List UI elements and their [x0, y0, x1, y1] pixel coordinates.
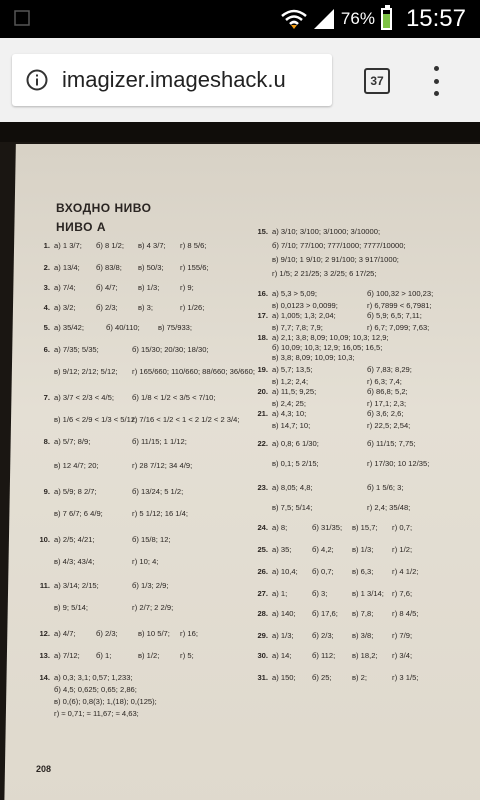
answer-cell: а) 1/3; [272, 631, 294, 640]
answer-cell: в) 9; 5/14; [54, 603, 89, 612]
answer-cell: б) 4,2; [312, 545, 334, 554]
answer-row [28, 304, 222, 312]
answer-cell: а) 35/42; [54, 323, 84, 332]
answer-row [28, 558, 210, 566]
answer-row [246, 632, 432, 640]
answer-cell: б) 1 5/6; 3; [367, 483, 404, 492]
answer-row [28, 652, 222, 660]
answer-row [28, 698, 234, 706]
answer-cell: г) 4 1/2; [392, 567, 419, 576]
exercise-number: 30. [257, 651, 268, 660]
answer-cell: а) 5/9; 8 2/7; [54, 487, 97, 496]
answer-row [246, 324, 462, 332]
answer-row [28, 510, 210, 518]
answer-cell: б) 15/8; 12; [132, 535, 171, 544]
exercise-number: 26. [257, 567, 268, 576]
menu-dot-icon [434, 79, 439, 84]
answer-row [246, 440, 462, 448]
answer-cell: в) 75/933; [158, 323, 193, 332]
answer-cell: в) 1/3; [352, 545, 374, 554]
answer-cell: в) 1/2; [138, 651, 160, 660]
page-subheading: НИВО А [56, 220, 106, 234]
answer-cell: б) 83/8; [96, 263, 122, 272]
answer-cell: а) 5,7; 13,5; [272, 365, 313, 374]
answer-cell: б) 1/3; 2/9; [132, 581, 169, 590]
answer-cell: в) 9/12; 2/12; 5/12; [54, 367, 118, 376]
answer-cell: в) 50/3; [138, 263, 164, 272]
answer-cell: а) 2/5; 4/21; [54, 535, 95, 544]
tab-switcher-button[interactable]: 37 [364, 68, 390, 94]
answer-cell: в) 3/8; [352, 631, 374, 640]
answer-row [246, 460, 462, 468]
answer-cell: а) 4,3; 10; [272, 409, 307, 418]
browser-toolbar [0, 38, 480, 122]
answer-cell: г) 8 4/5; [392, 609, 419, 618]
answer-cell: б) 8 1/2; [96, 241, 124, 250]
answer-cell: а) 13/4; [54, 263, 80, 272]
exercise-number: 22. [257, 439, 268, 448]
answer-cell: а) 1; [272, 589, 288, 598]
answer-row [28, 367, 255, 376]
exercise-number: 7. [43, 393, 50, 402]
exercise-number: 21. [257, 409, 268, 418]
answer-cell: в) 1 3/14; [352, 589, 384, 598]
exercise-number: 29. [257, 631, 268, 640]
answer-row [246, 334, 452, 342]
answer-cell: г) 7,6; [392, 589, 413, 598]
answer-cell: а) 140; [272, 609, 296, 618]
answer-cell: а) 150; [272, 673, 296, 682]
exercise-number: 4. [43, 303, 50, 312]
exercise-number: 16. [257, 289, 268, 298]
exercise-number: 12. [39, 629, 50, 638]
answer-row [246, 354, 452, 362]
clock: 15:57 [405, 5, 466, 32]
answer-row [28, 438, 210, 446]
answer-cell: г) 3/4; [392, 651, 413, 660]
exercise-number: 13. [39, 651, 50, 660]
menu-dot-icon [434, 66, 439, 71]
answer-cell: б) 1; [96, 651, 112, 660]
answer-row [28, 582, 210, 590]
exercise-number: 25. [257, 545, 268, 554]
answer-cell: в) 7,8; [352, 609, 374, 618]
overflow-menu-button[interactable] [430, 66, 442, 96]
answer-cell: в) 1/3; [138, 283, 160, 292]
answer-row [246, 590, 432, 598]
answer-cell: в) 1,2; 2,4; [272, 377, 309, 386]
answer-cell: а) 7/4; [54, 283, 76, 292]
answer-cell: а) 8; [272, 523, 288, 532]
answer-cell: в) 3,8; 8,09; 10,09; 10,3; [272, 353, 355, 362]
answer-cell: в) 7 6/7; 6 4/9; [54, 509, 103, 518]
answer-row [246, 388, 462, 396]
exercise-number: 5. [43, 323, 50, 332]
answer-cell: в) 14,7; 10; [272, 421, 311, 430]
answer-row [246, 290, 462, 298]
answer-cell: б) 11/15; 7,75; [367, 439, 416, 448]
answer-cell: в) 2; [352, 673, 368, 682]
answer-cell: а) 3/10; 3/100; 3/1000; 3/10000; [272, 227, 381, 236]
exercise-number: 11. [39, 581, 50, 590]
answer-row [246, 610, 432, 618]
answer-row [246, 410, 462, 418]
answer-cell: б) 40/110; [106, 323, 140, 332]
status-icons [281, 0, 466, 38]
exercise-number: 20. [257, 387, 268, 396]
answer-cell: б) 7,83; 8,29; [367, 365, 412, 374]
answer-cell: б) 17,6; [312, 609, 338, 618]
answer-row [246, 256, 452, 264]
exercise-number: 14. [39, 673, 50, 682]
answer-cell: б) 5,9; 6,5; 7,11; [367, 311, 422, 320]
answer-cell: г) 5; [180, 651, 194, 660]
answer-cell: г) 6,3; 7,4; [367, 377, 402, 386]
answer-cell: а) 14; [272, 651, 292, 660]
answer-cell: а) 1,005; 1,3; 2,04; [272, 311, 336, 320]
answer-row [246, 366, 462, 374]
menu-dot-icon [434, 91, 439, 96]
answer-cell: б) 25; [312, 673, 332, 682]
answer-row [28, 415, 240, 424]
answer-cell: г) 1/5; 2 21/25; 3 2/25; 6 17/25; [272, 269, 377, 278]
answer-cell: г) 8 5/6; [180, 241, 207, 250]
answer-cell: а) 0,3; 3,1; 0,57; 1,233; [54, 673, 133, 682]
answer-cell: б) 7/10; 77/100; 777/1000; 7777/10000; [272, 241, 406, 250]
answer-row [246, 312, 462, 320]
answer-row [28, 284, 222, 292]
answer-cell: а) 3/2; [54, 303, 76, 312]
answer-cell: в) 4 3/7; [138, 241, 166, 250]
url-text[interactable]: imagizer.imageshack.u [62, 67, 286, 92]
answer-cell: б) 100,32 > 100,23; [367, 289, 434, 298]
answer-row [246, 302, 462, 310]
answer-cell: б) 13/24; 5 1/2; [132, 487, 184, 496]
answer-cell: г) 9; [180, 283, 194, 292]
answer-cell: а) 10,4; [272, 567, 298, 576]
exercise-number: 28. [257, 609, 268, 618]
answer-row [28, 242, 222, 250]
answer-row [246, 546, 432, 554]
answer-row [246, 484, 462, 492]
page-number: 208 [36, 764, 52, 774]
signal-icon [313, 8, 335, 30]
answer-row [28, 604, 210, 612]
answer-cell: г) 5 1/12; 16 1/4; [132, 509, 188, 518]
answer-cell: в) 0,1; 5 2/15; [272, 459, 319, 468]
answer-cell: г) 1/2; [392, 545, 413, 554]
notification-icon [12, 8, 32, 28]
exercise-number: 15. [257, 227, 268, 236]
answer-cell: в) 3; [138, 303, 154, 312]
answer-cell: в) 6,3; [352, 567, 374, 576]
answer-row [28, 324, 210, 332]
answer-cell: а) 11,5; 9,25; [272, 387, 317, 396]
exercise-number: 8. [43, 437, 50, 446]
answer-cell: а) 4/7; [54, 629, 76, 638]
answer-cell: г) 3 1/5; [392, 673, 419, 682]
battery-percent: 76% [340, 9, 375, 28]
answer-cell: г) 28 7/12; 34 4/9; [132, 461, 193, 470]
answer-row [28, 536, 210, 544]
web-content[interactable] [0, 122, 480, 800]
answer-cell: в) 2,4; 25; [272, 399, 307, 408]
answer-row [246, 504, 462, 512]
exercise-number: 24. [257, 523, 268, 532]
answer-cell: в) 7,5; 5/14; [272, 503, 313, 512]
answer-cell: а) 1 3/7; [54, 241, 82, 250]
wifi-icon [281, 8, 307, 30]
answer-cell: г) 6,7899 < 6,7981; [367, 301, 432, 310]
exercise-number: 9. [43, 487, 50, 496]
answer-row [28, 686, 234, 694]
answer-cell: в) 18,2; [352, 651, 378, 660]
answer-cell: б) 4,5; 0,625; 0,65; 2,86; [54, 685, 137, 694]
answer-row [246, 400, 462, 408]
answer-cell: а) 35; [272, 545, 292, 554]
answer-cell: г) 165/660; 110/660; 88/660; 36/660; [132, 367, 255, 376]
exercise-number: 19. [257, 365, 268, 374]
answer-row [246, 422, 462, 430]
exercise-number: 6. [43, 345, 50, 354]
exercise-number: 2. [43, 263, 50, 272]
answer-row [28, 630, 222, 638]
answer-cell: в) 15,7; [352, 523, 378, 532]
answer-cell: г) 10; 4; [132, 557, 159, 566]
answer-cell: г) 1/26; [180, 303, 205, 312]
answer-row [28, 674, 234, 682]
answer-cell: в) 1/6 < 2/9 < 1/3 < 5/12; [54, 415, 138, 424]
answer-cell: в) 0,0123 > 0,0099; [272, 301, 338, 310]
answer-cell: г) 2,4; 35/48; [367, 503, 411, 512]
exercise-number: 10. [39, 535, 50, 544]
answer-cell: а) 5/7; 8/9; [54, 437, 91, 446]
answer-cell: б) 2/3; [312, 631, 334, 640]
answer-cell: в) 12 4/7; 20; [54, 461, 99, 470]
answer-row [246, 228, 452, 236]
exercise-number: 17. [257, 311, 268, 320]
exercise-number: 27. [257, 589, 268, 598]
address-bar[interactable] [12, 54, 332, 106]
answer-cell: в) 9/10; 1 9/10; 2 91/100; 3 917/1000; [272, 255, 399, 264]
answer-cell: г) 16; [180, 629, 198, 638]
photo-background [0, 122, 480, 142]
exercise-number: 1. [43, 241, 50, 250]
answer-cell: а) 7/12; [54, 651, 80, 660]
answer-row [246, 242, 452, 250]
answer-row [28, 264, 222, 272]
answer-cell: б) 1/8 < 1/2 < 3/5 < 7/10; [132, 393, 216, 402]
exercise-number: 23. [257, 483, 268, 492]
answer-cell: б) 3; [312, 589, 328, 598]
page-heading: ВХОДНО НИВО [56, 201, 152, 215]
answer-cell: а) 5,3 > 5,09; [272, 289, 317, 298]
answer-cell: б) 31/35; [312, 523, 343, 532]
answer-row [28, 393, 216, 402]
answer-row [246, 270, 452, 278]
info-icon[interactable] [26, 69, 48, 91]
answer-cell: б) 86,8; 5,2; [367, 387, 408, 396]
answer-row [28, 488, 210, 496]
book-page-photo [4, 144, 480, 800]
answer-row [246, 378, 462, 386]
answer-row [28, 462, 210, 470]
answer-cell: б) 11/15; 1 1/12; [132, 437, 187, 446]
exercise-number: 3. [43, 283, 50, 292]
answer-cell: в) 4/3; 43/4; [54, 557, 95, 566]
answer-row [246, 652, 432, 660]
answer-cell: а) 2,1; 3,8; 8,09; 10,09; 10,3; 12,9; [272, 333, 389, 342]
answer-cell: а) 7/35; 5/35; [54, 345, 99, 354]
answer-cell: г) 22,5; 2,54; [367, 421, 411, 430]
answer-cell: в) 10 5/7; [138, 629, 170, 638]
answer-cell: г) 7/9; [392, 631, 413, 640]
answer-cell: б) 15/30; 20/30; 18/30; [132, 345, 209, 354]
exercise-number: 31. [257, 673, 268, 682]
answer-cell: б) 112; [312, 651, 336, 660]
battery-icon [381, 8, 392, 30]
answer-row [28, 710, 234, 718]
answer-row [246, 344, 452, 352]
status-bar [0, 0, 480, 38]
answer-cell: а) 0,8; 6 1/30; [272, 439, 319, 448]
answer-cell: г) 6,7; 7,099; 7,63; [367, 323, 430, 332]
answer-cell: а) 3/7 < 2/3 < 4/5; [54, 393, 114, 402]
answer-cell: г) 155/6; [180, 263, 209, 272]
answer-cell: а) 8,05; 4,8; [272, 483, 313, 492]
answer-cell: б) 3,6; 2,6; [367, 409, 404, 418]
answer-row [246, 674, 432, 682]
answer-cell: г) 17/30; 10 12/35; [367, 459, 430, 468]
answer-cell: б) 2/3; [96, 629, 118, 638]
answer-cell: в) 0,(6); 0,8(3); 1,(18); 0,(125); [54, 697, 157, 706]
answer-cell: б) 2/3; [96, 303, 118, 312]
answer-cell: б) 10,09; 10,3; 12,9; 16,05; 16,5; [272, 343, 383, 352]
answer-cell: а) 3/14; 2/15; [54, 581, 99, 590]
exercise-number: 18. [257, 333, 268, 342]
answer-cell: г) 0,7; [392, 523, 413, 532]
answer-row [246, 524, 432, 532]
answer-cell: в) 7,7; 7,8; 7,9; [272, 323, 323, 332]
answer-cell: б) 4/7; [96, 283, 118, 292]
answer-cell: г) 7/16 < 1/2 < 1 < 2 1/2 < 2 3/4; [132, 415, 240, 424]
answer-cell: г) ≈ 0,71; ≈ 11,67; ≈ 4,63; [54, 709, 139, 718]
answer-row [28, 346, 210, 354]
answer-cell: б) 0,7; [312, 567, 334, 576]
answer-cell: г) 17,1; 2,3; [367, 399, 407, 408]
answer-row [246, 568, 432, 576]
answer-cell: г) 2/7; 2 2/9; [132, 603, 174, 612]
